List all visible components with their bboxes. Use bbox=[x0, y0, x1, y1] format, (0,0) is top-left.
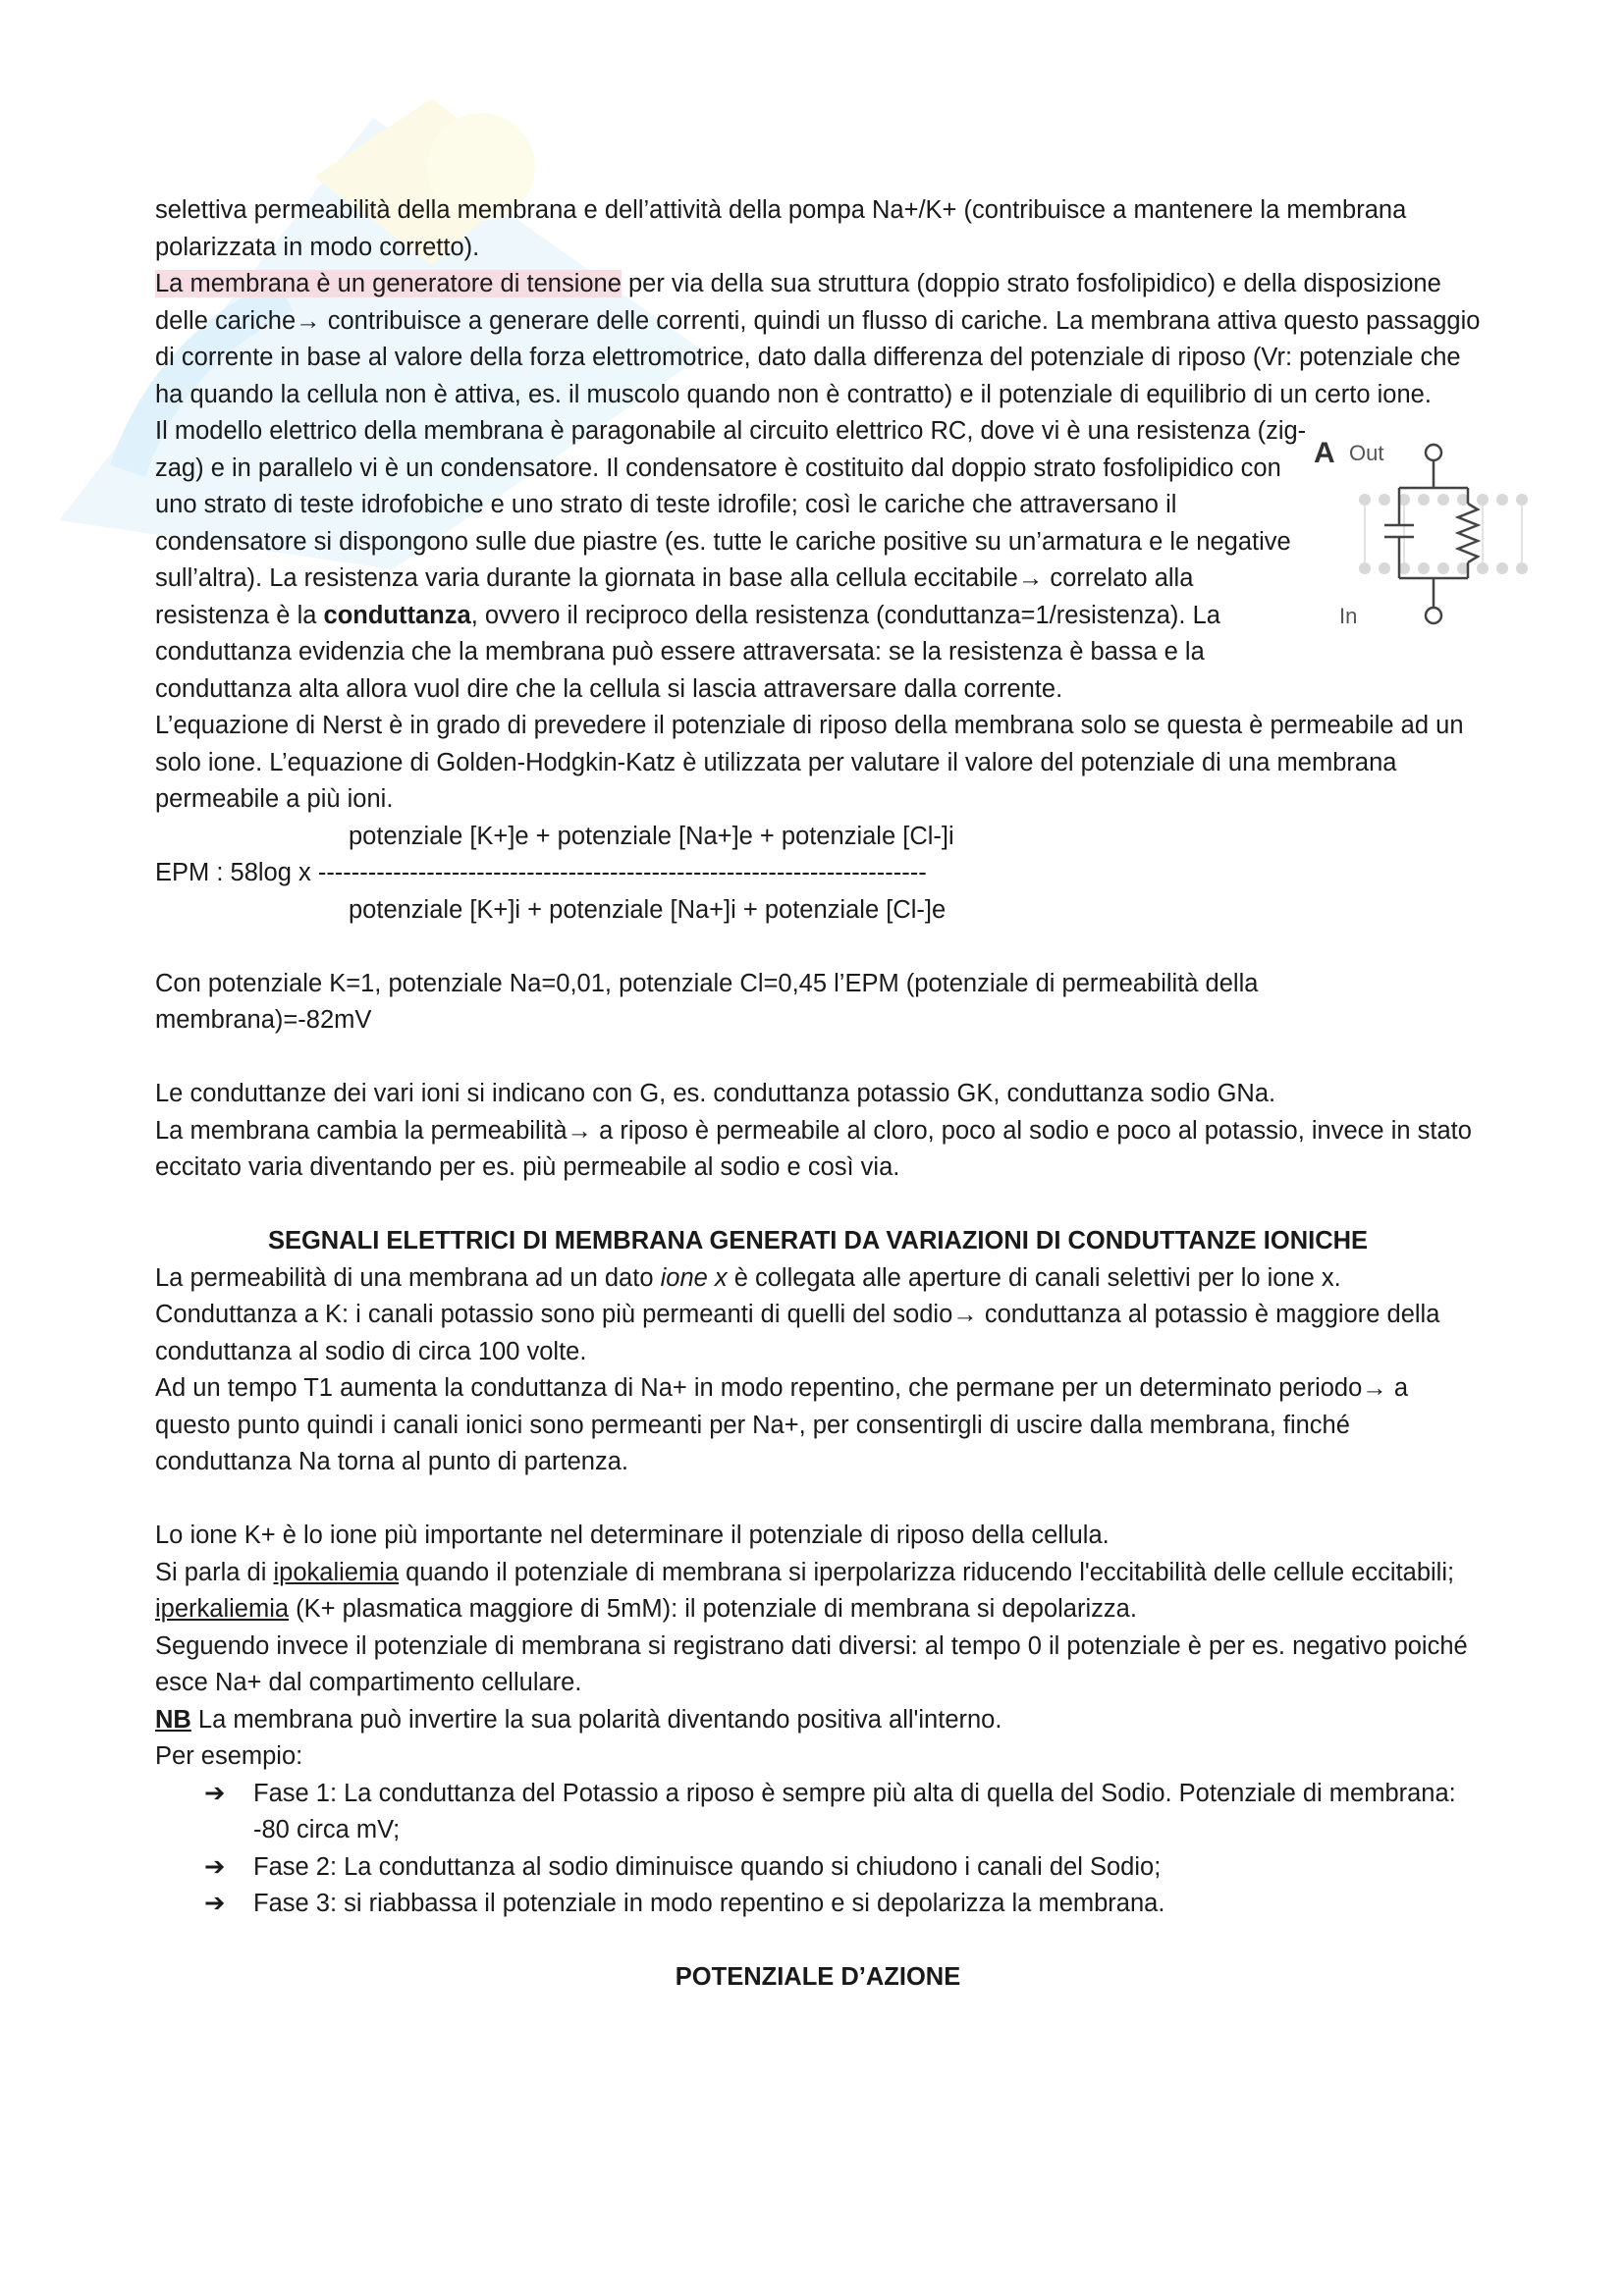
paragraph-nernst: L’equazione di Nerst è in grado di prevedere il potenziale di riposo della membrana solo se questa è permeabile ad un solo ione. L’equazione di Golden-Hodgkin-Katz è utilizzata per valutare il valore del potenziale di una membrana permeabile a più ioni. bbox=[155, 712, 1464, 813]
arrow-bullet-icon: ➔ bbox=[204, 1852, 226, 1881]
circuit-label-out: Out bbox=[1349, 441, 1384, 465]
list-item bbox=[155, 1849, 1481, 1887]
italic-ione-x: ione x bbox=[660, 1263, 728, 1292]
p11-text-b: quando il potenziale di membrana si iperpolarizza riducendo l'eccitabilità delle cellule eccitabili bbox=[399, 1558, 1448, 1586]
document-body bbox=[155, 192, 1481, 1997]
list-item bbox=[155, 1886, 1481, 1923]
paragraph-permeability-ion bbox=[155, 1260, 1481, 1298]
p11-text-a: Si parla di bbox=[155, 1558, 274, 1586]
p7-text-b: è collegata alle aperture di canali selettivi per lo ione x. bbox=[727, 1263, 1341, 1292]
nb-label: NB bbox=[155, 1705, 191, 1734]
bold-term-conduttanza: conduttanza bbox=[323, 601, 471, 629]
rc-model-block bbox=[155, 413, 1481, 708]
phases-list bbox=[155, 1776, 1481, 1923]
paragraph-nb bbox=[155, 1702, 1481, 1739]
arrow-bullet-icon: ➔ bbox=[204, 1890, 226, 1917]
p11-text-c: (K+ plasmatica maggiore di 5mM): il potenziale di membrana si depolarizza. bbox=[289, 1595, 1137, 1623]
paragraph-k-ion: Lo ione K+ è lo ione più importante nel determinare il potenziale di riposo della cellula. bbox=[155, 1522, 1110, 1549]
rc-circuit-diagram bbox=[1306, 423, 1624, 639]
spacer bbox=[155, 1187, 1481, 1224]
paragraph-epm-value: Con potenziale K=1, potenziale Na=0,01, potenziale Cl=0,45 l’EPM (potenziale di permeabilità della membrana)=-82mV bbox=[155, 969, 1259, 1034]
formula-denominator: potenziale [K+]i + potenziale [Na+]i + potenziale [Cl-]e bbox=[349, 895, 947, 924]
rc-text-b: , ovvero il reciproco della resistenza (conduttanza=1/resistenza). La conduttanza evidenzia che la membrana può essere attraversata: se la resistenza è bassa e la conduttanza alta allora vuol dire che la cellula si lascia attraversare dalla corrente. bbox=[155, 601, 1220, 703]
highlighted-text: La membrana è un generatore di tensione bbox=[155, 270, 622, 297]
p7-text-a: La permeabilità di una membrana ad un dato bbox=[155, 1263, 661, 1292]
circuit-label-a: A bbox=[1314, 437, 1335, 469]
paragraph-generator bbox=[155, 266, 1481, 413]
phase-text: Fase 3: si riabbassa il potenziale in modo repentino e si depolarizza la membrana. bbox=[253, 1890, 1165, 1917]
spacer bbox=[155, 1923, 1481, 1960]
section-heading-segnali: SEGNALI ELETTRICI DI MEMBRANA GENERATI DA VARIAZIONI DI CONDUTTANZE IONICHE bbox=[267, 1227, 1369, 1255]
rc-text-a: Il modello elettrico della membrana è paragonabile al circuito elettrico RC, dove vi è una resistenza (zig-zag) e in parallelo vi è un condensatore. Il condensatore è costituito dal doppio strato fosfolipidico con uno strato di teste idrofobiche e uno strato di teste idrofile; così le cariche che attraversano il condensatore si dispongono sulle due piastre (es. tutte le cariche positive su un’armatura e le negative sull’altra). La resistenza varia durante la giornata in base alla cellula eccitabile→ correlato alla resistenza è la bbox=[155, 417, 1307, 629]
circuit-label-in: In bbox=[1339, 604, 1358, 628]
section-heading-potenziale-azione: POTENZIALE D’AZIONE bbox=[675, 1963, 961, 1991]
spacer bbox=[155, 929, 1481, 966]
spacer bbox=[155, 1481, 1481, 1519]
phase-text: Fase 1: La conduttanza del Potassio a riposo è sempre più alta di quella del Sodio. Potenziale di membrana: -80 circa mV; bbox=[253, 1779, 1456, 1843]
paragraph-time-zero: Seguendo invece il potenziale di membrana si registrano dati diversi: al tempo 0 il potenziale è per es. negativo poiché esce Na+ dal compartimento cellulare. bbox=[155, 1631, 1468, 1696]
paragraph-conductance-symbols: Le conduttanze dei vari ioni si indicano con G, es. conduttanza potassio GK, conduttanza sodio GNa. bbox=[155, 1080, 1276, 1107]
ghk-formula bbox=[155, 819, 1481, 930]
underlined-iperkaliemia: ; iperkaliemia bbox=[155, 1558, 1455, 1623]
nb-text: La membrana può invertire la sua polarità diventando positiva all'interno. bbox=[190, 1705, 1002, 1734]
formula-numerator: potenziale [K+]e + potenziale [Na+]e + potenziale [Cl-]i bbox=[349, 822, 954, 850]
list-item bbox=[155, 1776, 1481, 1849]
paragraph-k-conductance: Conduttanza a K: i canali potassio sono più permeanti di quelli del sodio→ conduttanza al potassio è maggiore della conduttanza al sodio di circa 100 volte. bbox=[155, 1301, 1440, 1365]
phase-text: Fase 2: La conduttanza al sodio diminuisce quando si chiudono i canali del Sodio; bbox=[253, 1852, 1162, 1881]
paragraph-intro: selettiva permeabilità della membrana e dell’attività della pompa Na+/K+ (contribuisce a mantenere la membrana polarizzata in modo corretto). bbox=[155, 196, 1407, 261]
paragraph-per-esempio: Per esempio: bbox=[155, 1742, 303, 1770]
paragraph-generator-text: per via della sua struttura (doppio strato fosfolipidico) e della disposizione delle cariche→ contribuisce a generare delle correnti, quindi un flusso di cariche. La membrana attiva questo passaggio di corrente in base al valore della forza elettromotrice, dato dalla differenza del potenziale di riposo (Vr: potenziale che ha quando la cellula non è attiva, es. il muscolo quando non è contratto) e il potenziale di equilibrio di un certo ione. bbox=[155, 270, 1481, 408]
underlined-ipokaliemia: ipokaliemia bbox=[273, 1558, 400, 1586]
spacer bbox=[155, 1040, 1481, 1077]
paragraph-t1: Ad un tempo T1 aumenta la conduttanza di Na+ in modo repentino, che permane per un determinato periodo→ a questo punto quindi i canali ionici sono permeanti per Na+, per consentirgli di uscire dalla membrana, finché conduttanza Na torna al punto di partenza. bbox=[155, 1374, 1409, 1475]
arrow-bullet-icon: ➔ bbox=[204, 1779, 226, 1807]
paragraph-kaliemia bbox=[155, 1555, 1481, 1629]
paragraph-rc-model bbox=[155, 413, 1314, 708]
paragraph-permeability-change: La membrana cambia la permeabilità→ a riposo è permeabile al cloro, poco al sodio e poco al potassio, invece in stato eccitato varia diventando per es. più permeabile al sodio e così via. bbox=[155, 1116, 1472, 1181]
formula-fraction-line: EPM : 58log x ------------------------------------------------------------------------- bbox=[155, 859, 927, 886]
